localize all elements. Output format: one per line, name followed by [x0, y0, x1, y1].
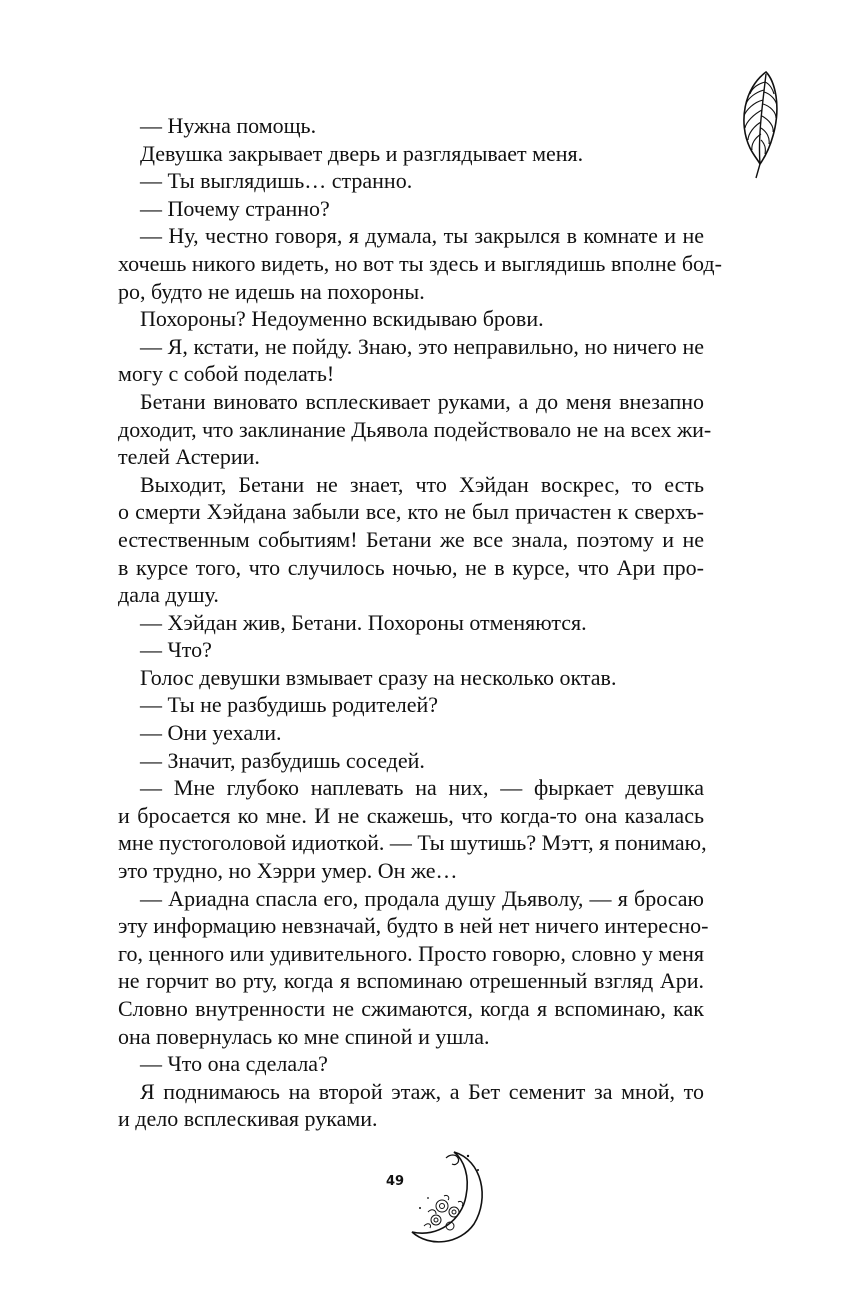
text-line: Бетани виновато всплескивает руками, а до меня внезапно — [140, 388, 704, 414]
paragraph — [118, 691, 704, 719]
text-line: Выходит, Бетани не знает, что Хэйдан воскрес, то есть — [140, 471, 704, 497]
paragraph — [118, 222, 722, 305]
body-text — [118, 112, 722, 1133]
text-line: — Ты не разбудишь родителей? — [140, 692, 439, 718]
text-line: не горчит во рту, когда я вспоминаю отрешенный взгляд Ари. — [118, 968, 704, 994]
text-line: го, ценного или удивительного. Просто говорю, словно у меня — [118, 940, 704, 966]
paragraph — [118, 1050, 704, 1078]
text-line: — Ариадна спасла его, продала душу Дьяволу, — я бросаю — [140, 885, 704, 911]
feather-icon — [736, 68, 784, 180]
text-line: — Ну, честно говоря, я думала, ты закрылся в комнате и не — [140, 223, 704, 249]
text-line: дала душу. — [118, 582, 219, 608]
text-line: — Значит, разбудишь соседей. — [140, 747, 425, 773]
text-line: это трудно, но Хэрри умер. Он же… — [118, 858, 458, 884]
text-line: она повернулась ко мне спиной и ушла. — [118, 1023, 490, 1049]
paragraph — [118, 664, 704, 692]
text-line: — Они уехали. — [140, 720, 282, 746]
paragraph — [118, 195, 704, 223]
page-number: 49 — [386, 1174, 405, 1189]
text-line: и дело всплескивая руками. — [118, 1106, 378, 1132]
text-line: о смерти Хэйдана забыли все, кто не был причастен к сверхъ- — [118, 499, 704, 525]
text-line: естественным событиям! Бетани же все знала, поэтому и не — [118, 526, 704, 552]
paragraph — [118, 747, 704, 775]
paragraph — [118, 167, 704, 195]
text-line: мне пустоголовой идиоткой. — Ты шутишь? Мэтт, я понимаю, — [118, 830, 707, 856]
text-line: Словно внутренности не сжимаются, когда я вспоминаю, как — [118, 996, 704, 1021]
paragraph — [118, 609, 704, 637]
text-line: хочешь никого видеть, но вот ты здесь и выглядишь вполне бод- — [118, 250, 722, 276]
text-line: — Почему странно? — [140, 195, 330, 221]
text-line: Голос девушки взмывает сразу на несколько октав. — [140, 664, 617, 690]
text-line: в курсе того, что случилось ночью, не в курсе, что Ари про- — [118, 554, 704, 580]
paragraph — [118, 305, 704, 333]
paragraph — [118, 1078, 704, 1133]
text-line: — Что она сделала? — [140, 1051, 328, 1077]
text-line: могу с собой поделать! — [118, 361, 335, 387]
text-line: — Что? — [140, 637, 212, 663]
text-line: — Нужна помощь. — [140, 113, 317, 138]
crescent-moon-icon — [398, 1148, 490, 1248]
text-line: — Я, кстати, не пойду. Знаю, это неправильно, но ничего не — [140, 333, 704, 359]
paragraph — [118, 333, 704, 388]
text-line: — Ты выглядишь… странно. — [140, 168, 413, 194]
paragraph — [118, 636, 704, 664]
paragraph — [118, 719, 704, 747]
paragraph — [118, 774, 707, 884]
text-line: Девушка закрывает дверь и разглядывает меня. — [140, 140, 584, 166]
text-line: телей Астерии. — [118, 444, 260, 470]
text-line: — Хэйдан жив, Бетани. Похороны отменяются. — [140, 609, 587, 635]
text-line: доходит, что заклинание Дьявола подействовало не на всех жи- — [118, 416, 712, 442]
text-line: — Мне глубоко наплевать на них, — фыркает девушка — [140, 775, 704, 801]
text-line: и бросается ко мне. И не скажешь, что когда-то она казалась — [118, 802, 704, 828]
page-footer — [378, 1148, 498, 1248]
text-line: Похороны? Недоуменно вскидываю брови. — [140, 306, 544, 332]
paragraph — [118, 388, 712, 471]
text-line: эту информацию невзначай, будто в ней нет ничего интересно- — [118, 913, 709, 939]
paragraph — [118, 140, 704, 168]
paragraph — [118, 112, 704, 140]
text-line: Я поднимаюсь на второй этаж, а Бет семенит за мной, то — [140, 1078, 704, 1104]
text-line: ро, будто не идешь на похороны. — [118, 278, 425, 304]
paragraph — [118, 885, 709, 1051]
paragraph — [118, 471, 704, 609]
